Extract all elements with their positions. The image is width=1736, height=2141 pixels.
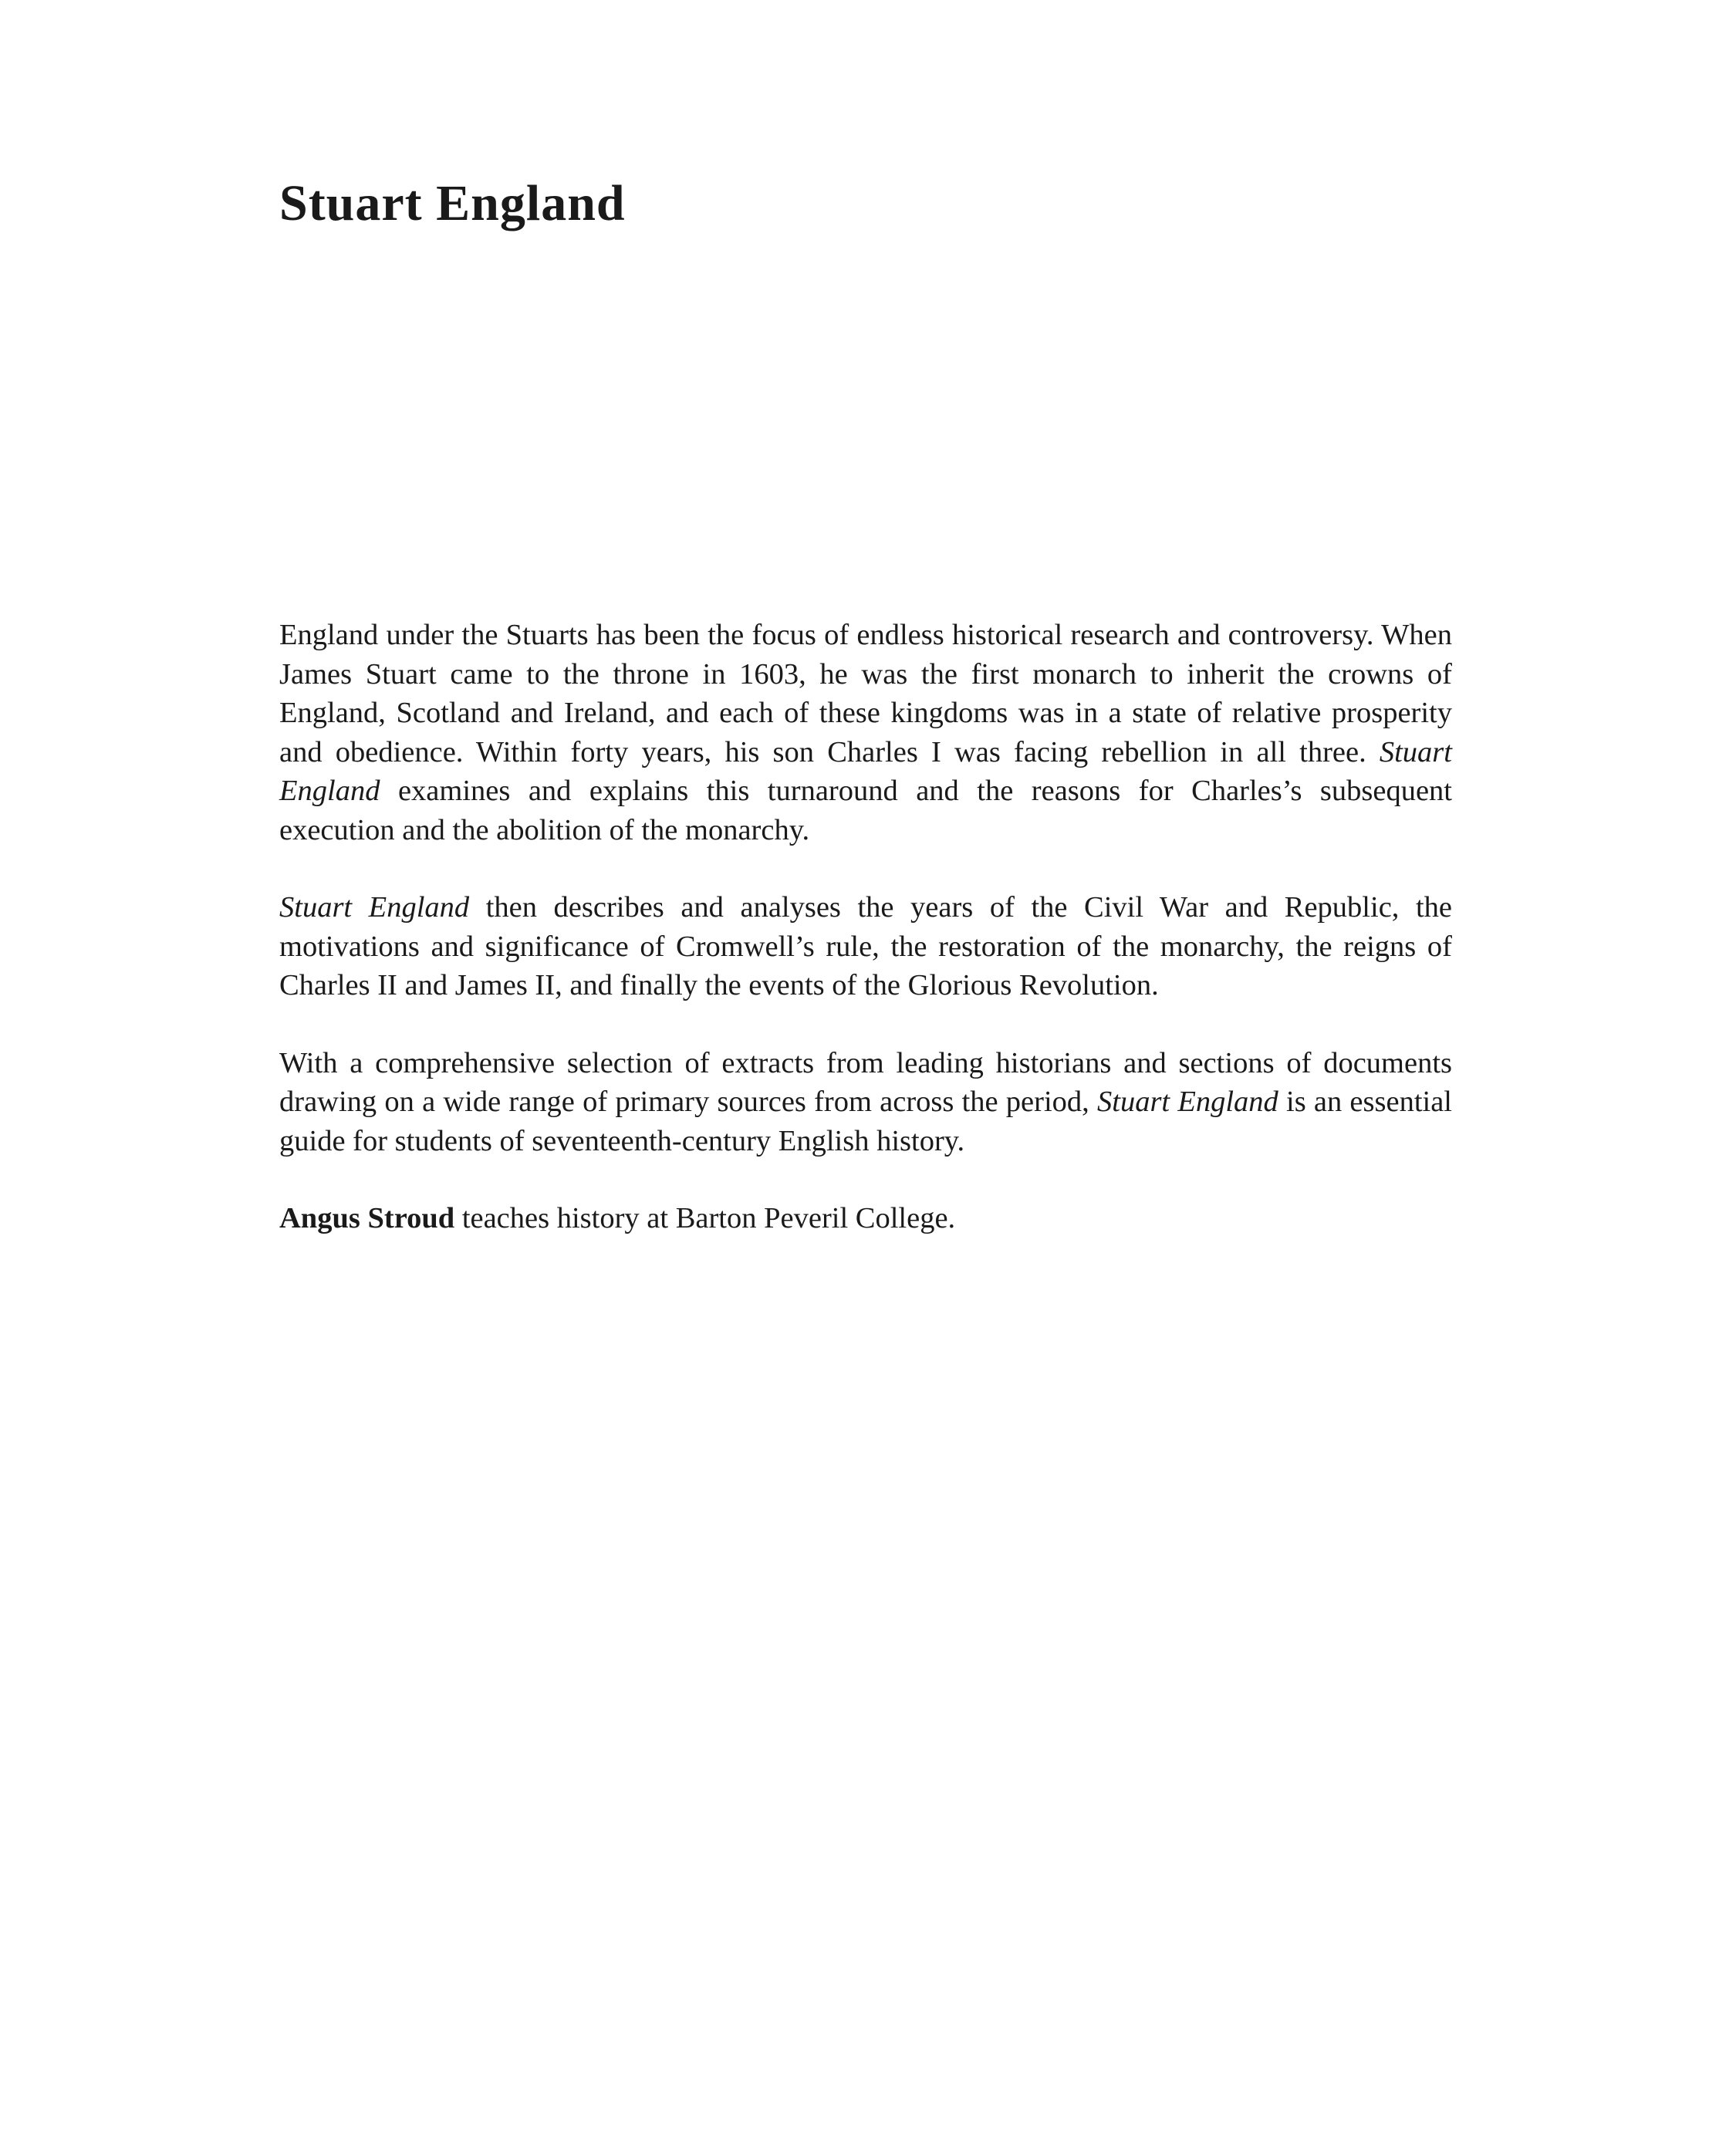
page-title: Stuart England: [279, 175, 626, 231]
paragraph-text: is an essential guide for students of seventeenth-century English history.: [279, 1086, 1452, 1157]
book-title-italic: Stuart England: [279, 891, 470, 924]
author-name: Angus Stroud: [279, 1202, 455, 1234]
description-paragraph-2: [279, 888, 1452, 1005]
book-title-italic: Stuart England: [1097, 1086, 1278, 1118]
paragraph-text: With a comprehensive selection of extracts from leading historians and sections of documents drawing on a wide range of primary sources from across the period,: [279, 1046, 1452, 1118]
paragraph-text: then describes and analyses the years of the Civil War and Republic, the motivations and significance of Cromwell’s rule, the restoration of the monarchy, the reigns of Charles II and James II, and finally the events of the Glorious Revolution.: [279, 891, 1453, 1001]
description-paragraph-3: [279, 1044, 1452, 1161]
author-bio: [279, 1199, 1452, 1238]
author-bio-text: teaches history at Barton Peveril College.: [454, 1202, 956, 1234]
book-description: [279, 616, 1452, 1238]
description-paragraph-1: [279, 616, 1452, 849]
paragraph-text: examines and explains this turnaround and the reasons for Charles’s subsequent execution and the abolition of the monarchy.: [279, 775, 1452, 846]
paragraph-text: England under the Stuarts has been the focus of endless historical research and controversy. When James Stuart came to the throne in 1603, he was the first monarch to inherit the crowns of England, Scotland and Ireland, and each of these kingdoms was in a state of relative prosperity and obedience. Within forty years, his son Charles I was facing rebellion in all three.: [279, 619, 1452, 768]
book-title-italic: Stuart England: [279, 735, 1452, 807]
